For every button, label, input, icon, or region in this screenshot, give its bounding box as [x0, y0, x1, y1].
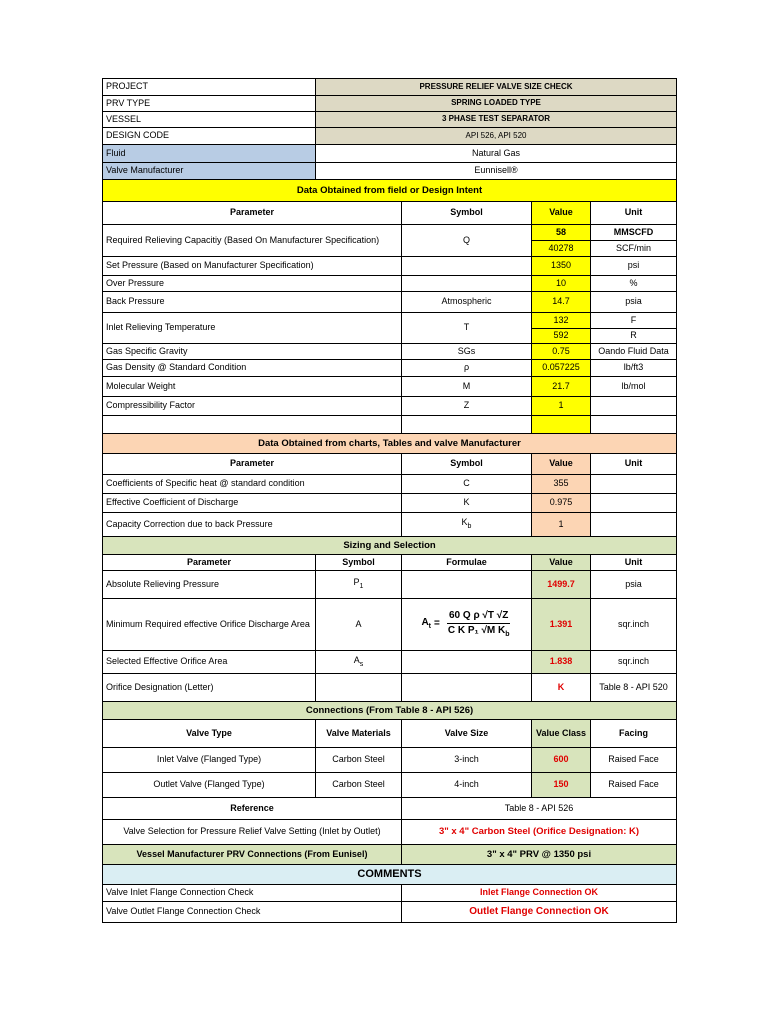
- prv-size-check-sheet: [102, 78, 676, 923]
- sel-area-symbol-main: A: [353, 654, 360, 665]
- section4-header-row: [103, 720, 677, 748]
- project-row: [103, 79, 677, 96]
- s1-blank-param: [103, 416, 402, 434]
- s1-header-unit: Unit: [591, 202, 677, 225]
- s1-header-parameter: Parameter: [103, 202, 402, 225]
- s1-blank-row: [103, 416, 677, 434]
- vessel-prv-row: [103, 845, 677, 865]
- s4-header-type: Valve Type: [103, 720, 316, 748]
- designation-unit: Table 8 - API 520: [591, 674, 677, 702]
- min-area-formula: [402, 599, 532, 651]
- set-pressure-unit: psi: [591, 257, 677, 276]
- temperature-row-1: [103, 313, 677, 329]
- back-correction-value: 1: [532, 513, 591, 537]
- mol-weight-row: [103, 377, 677, 397]
- temperature-symbol: T: [402, 313, 532, 344]
- formula-lhs-sub: t: [428, 623, 432, 631]
- inlet-valve-class: 600: [532, 748, 591, 773]
- s3-header-unit: Unit: [591, 555, 677, 571]
- abs-pressure-symbol-sub: 1: [359, 583, 364, 591]
- design-code-row: [103, 128, 677, 145]
- gravity-value: 0.75: [532, 344, 591, 360]
- s1-blank-value: [532, 416, 591, 434]
- compress-unit: [591, 397, 677, 416]
- outlet-valve-facing: Raised Face: [591, 773, 677, 798]
- discharge-coef-row: [103, 494, 677, 513]
- inlet-check-row: [103, 885, 677, 902]
- manufacturer-label: Valve Manufacturer: [103, 163, 316, 180]
- mol-weight-unit: lb/mol: [591, 377, 677, 397]
- inlet-valve-type: Inlet Valve (Flanged Type): [103, 748, 316, 773]
- sel-area-row: [103, 651, 677, 674]
- vessel-row: [103, 112, 677, 128]
- back-pressure-symbol: Atmospheric: [402, 292, 532, 313]
- abs-pressure-value: 1499.7: [532, 571, 591, 599]
- over-pressure-unit: %: [591, 276, 677, 292]
- compress-value: 1: [532, 397, 591, 416]
- formula-denominator-main: C K P₁ √M K: [447, 625, 506, 637]
- discharge-coef-unit: [591, 494, 677, 513]
- selection-value: 3" x 4" Carbon Steel (Orifice Designation: K): [402, 820, 677, 845]
- min-area-unit: sqr.inch: [591, 599, 677, 651]
- s2-header-unit: Unit: [591, 454, 677, 475]
- specific-heat-row: [103, 475, 677, 494]
- abs-pressure-symbol-main: P: [353, 577, 360, 588]
- comments-title-row: [103, 865, 677, 885]
- s2-header-value: Value: [532, 454, 591, 475]
- s4-header-facing: Facing: [591, 720, 677, 748]
- min-area-param: Minimum Required effective Orifice Discharge Area: [103, 599, 316, 651]
- prv-type-label: PRV TYPE: [103, 96, 316, 112]
- sel-area-symbol-sub: s: [359, 660, 364, 668]
- density-unit: lb/ft3: [591, 360, 677, 377]
- inlet-valve-row: [103, 748, 677, 773]
- outlet-valve-size: 4-inch: [402, 773, 532, 798]
- specific-heat-symbol: C: [402, 475, 532, 494]
- reference-label: Reference: [103, 798, 402, 820]
- fluid-label: Fluid: [103, 145, 316, 163]
- back-pressure-row: [103, 292, 677, 313]
- back-correction-symbol-sub: b: [467, 523, 472, 531]
- set-pressure-value: 1350: [532, 257, 591, 276]
- comments-title: COMMENTS: [103, 865, 677, 885]
- back-pressure-param: Back Pressure: [103, 292, 402, 313]
- section3-title-row: [103, 537, 677, 555]
- section2-title: Data Obtained from charts, Tables and valve Manufacturer: [103, 434, 677, 454]
- designation-param: Orifice Designation (Letter): [103, 674, 316, 702]
- min-area-value: 1.391: [532, 599, 591, 651]
- s1-blank-unit: [591, 416, 677, 434]
- s2-header-parameter: Parameter: [103, 454, 402, 475]
- s1-blank-symbol: [402, 416, 532, 434]
- s3-header-formulae: Formulae: [402, 555, 532, 571]
- designation-formula: [402, 674, 532, 702]
- density-row: [103, 360, 677, 377]
- section3-header-row: [103, 555, 677, 571]
- mol-weight-symbol: M: [402, 377, 532, 397]
- abs-pressure-param: Absolute Relieving Pressure: [103, 571, 316, 599]
- density-param: Gas Density @ Standard Condition: [103, 360, 402, 377]
- specific-heat-value: 355: [532, 475, 591, 494]
- back-correction-param: Capacity Correction due to back Pressure: [103, 513, 402, 537]
- temperature-unit-1: F: [591, 313, 677, 329]
- abs-pressure-formula: [402, 571, 532, 599]
- back-correction-row: [103, 513, 677, 537]
- abs-pressure-symbol: [316, 571, 402, 599]
- density-value: 0.057225: [532, 360, 591, 377]
- back-pressure-value: 14.7: [532, 292, 591, 313]
- prv-type-value: SPRING LOADED TYPE: [316, 96, 677, 112]
- outlet-check-label: Valve Outlet Flange Connection Check: [103, 902, 402, 923]
- s4-header-size: Valve Size: [402, 720, 532, 748]
- orifice-area-formula: [405, 611, 528, 639]
- section4-title: Connections (From Table 8 - API 526): [103, 702, 677, 720]
- inlet-valve-facing: Raised Face: [591, 748, 677, 773]
- sel-area-formula: [402, 651, 532, 674]
- formula-denominator-sub: b: [505, 631, 510, 639]
- outlet-check-row: [103, 902, 677, 923]
- section1-title-row: [103, 180, 677, 202]
- section2-header-row: [103, 454, 677, 475]
- gravity-symbol: SGs: [402, 344, 532, 360]
- compress-param: Compressibility Factor: [103, 397, 402, 416]
- inlet-check-label: Valve Inlet Flange Connection Check: [103, 885, 402, 902]
- designation-row: [103, 674, 677, 702]
- discharge-coef-value: 0.975: [532, 494, 591, 513]
- outlet-valve-class: 150: [532, 773, 591, 798]
- s1-header-value: Value: [532, 202, 591, 225]
- selection-row: [103, 820, 677, 845]
- min-area-symbol: A: [316, 599, 402, 651]
- vessel-prv-label: Vessel Manufacturer PRV Connections (From Eunisel): [103, 845, 402, 865]
- section2-title-row: [103, 434, 677, 454]
- s4-header-class: Value Class: [532, 720, 591, 748]
- outlet-check-value: Outlet Flange Connection OK: [402, 902, 677, 923]
- formula-lhs-main: A: [421, 617, 429, 629]
- prv-type-row: [103, 96, 677, 112]
- fluid-value: Natural Gas: [316, 145, 677, 163]
- temperature-value-2: 592: [532, 329, 591, 344]
- sel-area-value: 1.838: [532, 651, 591, 674]
- outlet-valve-materials: Carbon Steel: [316, 773, 402, 798]
- capacity-symbol: Q: [402, 225, 532, 257]
- over-pressure-row: [103, 276, 677, 292]
- set-pressure-param: Set Pressure (Based on Manufacturer Specification): [103, 257, 402, 276]
- over-pressure-symbol: [402, 276, 532, 292]
- reference-row: [103, 798, 677, 820]
- capacity-row-1: [103, 225, 677, 241]
- discharge-coef-symbol: K: [402, 494, 532, 513]
- gravity-param: Gas Specific Gravity: [103, 344, 402, 360]
- s3-header-value: Value: [532, 555, 591, 571]
- formula-fraction: [446, 611, 512, 639]
- mol-weight-value: 21.7: [532, 377, 591, 397]
- temperature-value-1: 132: [532, 313, 591, 329]
- outlet-valve-row: [103, 773, 677, 798]
- compress-symbol: Z: [402, 397, 532, 416]
- abs-pressure-row: [103, 571, 677, 599]
- selection-label: Valve Selection for Pressure Relief Valve Setting (Inlet by Outlet): [103, 820, 402, 845]
- formula-equals: =: [434, 618, 440, 630]
- discharge-coef-param: Effective Coefficient of Discharge: [103, 494, 402, 513]
- design-code-label: DESIGN CODE: [103, 128, 316, 145]
- outlet-valve-type: Outlet Valve (Flanged Type): [103, 773, 316, 798]
- s1-header-symbol: Symbol: [402, 202, 532, 225]
- density-symbol: ρ: [402, 360, 532, 377]
- sel-area-param: Selected Effective Orifice Area: [103, 651, 316, 674]
- designation-value: K: [532, 674, 591, 702]
- temperature-param: Inlet Relieving Temperature: [103, 313, 402, 344]
- sel-area-symbol: [316, 651, 402, 674]
- capacity-value-2: 40278: [532, 241, 591, 257]
- design-code-value: API 526, API 520: [316, 128, 677, 145]
- section4-title-row: [103, 702, 677, 720]
- over-pressure-value: 10: [532, 276, 591, 292]
- vessel-value: 3 PHASE TEST SEPARATOR: [316, 112, 677, 128]
- inlet-valve-materials: Carbon Steel: [316, 748, 402, 773]
- set-pressure-row: [103, 257, 677, 276]
- set-pressure-symbol: [402, 257, 532, 276]
- back-correction-symbol: [402, 513, 532, 537]
- compress-row: [103, 397, 677, 416]
- back-pressure-unit: psia: [591, 292, 677, 313]
- vessel-prv-value: 3" x 4" PRV @ 1350 psi: [402, 845, 677, 865]
- section1-title: Data Obtained from field or Design Intent: [103, 180, 677, 202]
- s2-header-symbol: Symbol: [402, 454, 532, 475]
- temperature-unit-2: R: [591, 329, 677, 344]
- vessel-label: VESSEL: [103, 112, 316, 128]
- prv-table: [102, 78, 677, 923]
- formula-lhs: [421, 618, 431, 630]
- capacity-unit-2: SCF/min: [591, 241, 677, 257]
- formula-numerator: 60 Q ρ √T √Z: [447, 611, 510, 625]
- gravity-unit: Oando Fluid Data: [591, 344, 677, 360]
- back-correction-unit: [591, 513, 677, 537]
- min-area-row: [103, 599, 677, 651]
- project-label: PROJECT: [103, 79, 316, 96]
- inlet-valve-size: 3-inch: [402, 748, 532, 773]
- manufacturer-row: [103, 163, 677, 180]
- section1-header-row: [103, 202, 677, 225]
- s3-header-parameter: Parameter: [103, 555, 316, 571]
- formula-denominator: [446, 624, 512, 638]
- designation-symbol: [316, 674, 402, 702]
- over-pressure-param: Over Pressure: [103, 276, 402, 292]
- section3-title: Sizing and Selection: [103, 537, 677, 555]
- specific-heat-param: Coefficients of Specific heat @ standard condition: [103, 475, 402, 494]
- abs-pressure-unit: psia: [591, 571, 677, 599]
- fluid-row: [103, 145, 677, 163]
- specific-heat-unit: [591, 475, 677, 494]
- capacity-param: Required Relieving Capacitiy (Based On Manufacturer Specification): [103, 225, 402, 257]
- gravity-row: [103, 344, 677, 360]
- capacity-unit-1: MMSCFD: [591, 225, 677, 241]
- s3-header-symbol: Symbol: [316, 555, 402, 571]
- project-value: PRESSURE RELIEF VALVE SIZE CHECK: [316, 79, 677, 96]
- capacity-value-1: 58: [532, 225, 591, 241]
- inlet-check-value: Inlet Flange Connection OK: [402, 885, 677, 902]
- mol-weight-param: Molecular Weight: [103, 377, 402, 397]
- back-correction-symbol-main: K: [461, 517, 468, 528]
- manufacturer-value: Eunnisell®: [316, 163, 677, 180]
- reference-value: Table 8 - API 526: [402, 798, 677, 820]
- s4-header-materials: Valve Materials: [316, 720, 402, 748]
- sel-area-unit: sqr.inch: [591, 651, 677, 674]
